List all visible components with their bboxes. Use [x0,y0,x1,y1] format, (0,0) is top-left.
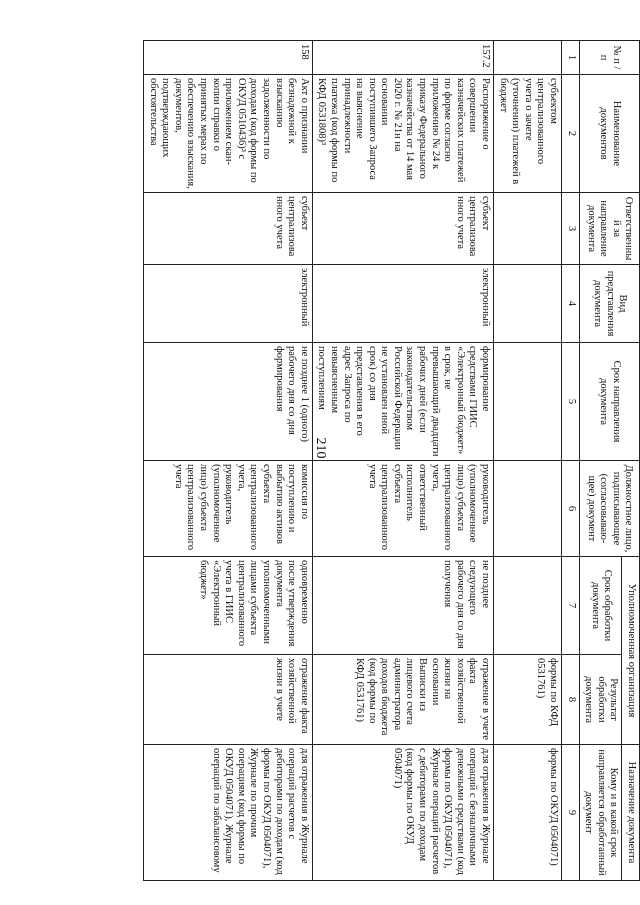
header-assignment: Назначение документа [622,745,640,881]
column-number: 3 [562,193,580,265]
document-table-container [100,40,640,880]
document-name-cell: субъектом централизованного учета о зачете (уточнении) платежей в бюджет [494,75,562,193]
responsible-cell: субъект централизованного учета [312,193,493,265]
table-row [494,41,562,881]
column-number: 1 [562,41,580,75]
header-deadline: Срок направления документа [579,343,639,461]
processing-time-cell [494,557,562,655]
row-number [494,41,562,75]
row-number: 158 [144,41,313,75]
column-number: 2 [562,75,580,193]
result-cell: отражение факта хозяйственной жизни в учете [144,655,313,745]
table-row [144,41,313,881]
deadline-cell: не позднее 1 (одного) рабочего дня со дня формирования [144,343,313,461]
result-cell: отражение в учете факта хозяйственной жизни на основании Выписки из лицевого счета администратора доходов бюджета (код формы по КФД 0531761) [312,655,493,745]
column-number-row [562,41,580,881]
header-processing-time: Срок обработки документа [579,557,622,655]
recipient-cell: для отражения в Журнале операций расчетов с дебиторами по доходам (код формы по ОКУД 0504071), Журнале по прочим операциям (код формы по ОКУД 0504071), Журнале операций по забалансовому [144,745,313,881]
header-responsible: Ответственный за направление документа [579,193,639,265]
deadline-cell [494,343,562,461]
table-row [312,41,493,881]
deadline-cell: формирование средствами ГИИС «Электронный бюджет» в срок, не превышающий двадцати рабочих дней (если законодательством Российской Федерации не установлен иной срок) со дня представления в его адрес Запроса по невыясненным поступлениям [312,343,493,461]
responsible-cell [494,193,562,265]
header-official: Должностное лицо, подписывающее (согласовываю-щее) документ [579,461,639,557]
header-document-name: Наименование документов [579,75,639,193]
column-number: 8 [562,655,580,745]
document-table [143,40,640,881]
form-cell [494,265,562,343]
official-cell: руководитель (уполномоченное лицо) субъекта централизованного учета, ответственный исполнитель субъекта централизованного учета [312,461,493,557]
header-group-authorized-org: Уполномоченная организация [622,557,640,745]
document-name-cell: Акт о признании безнадежной к взысканию задолженности по доходам (код формы по ОКУД 0510436)³ с приложением скан-копии справки о принятых мерах по обеспечению взыскания, документов, подтверждающих обстоятельства [144,75,313,193]
column-number: 4 [562,265,580,343]
result-cell: формы по КФД 0531761) [494,655,562,745]
page-number: 210 [313,437,328,459]
header-recipient: Кому и в какой срок направляется обработанный документ [579,745,622,881]
row-number: 157.2 [312,41,493,75]
processing-time-cell: одновременно после утверждения документа уполномоченными лицами субъекта централизованного учета в ГИИС «Электронный бюджет» [144,557,313,655]
header-number: № п / п [579,41,639,75]
column-number: 7 [562,557,580,655]
header-result: Результат обработки документа [579,655,622,745]
official-cell [494,461,562,557]
recipient-cell: для отражения в Журнале операций с безналичными денежными средствами (код формы по ОКУД 0504071), Журнале операций расчетов с дебиторами по доходам (код формы по ОКУД 0504071) [312,745,493,881]
column-number: 9 [562,745,580,881]
form-cell: электронный [144,265,313,343]
header-form: Вид представления документа [579,265,639,343]
responsible-cell: субъект централизованного учета [144,193,313,265]
document-name-cell: Распоряжение о совершении казначейских платежей по форме согласно приложению № 24 к приказу Федерального казначейства от 14 мая 2020 г. № 21н на основании поступившего Запроса на выяснение принадлежности платежа (код формы по КФД 0531808)³ [312,75,493,193]
official-cell: комиссия по поступлению и выбытию активов субъекта централизованного учета, руководитель (уполномоченное лицо) субъекта централизованного учета [144,461,313,557]
column-number: 6 [562,461,580,557]
processing-time-cell: не позднее следующего рабочего дня со дня получения [312,557,493,655]
recipient-cell: формы по ОКУД 0504071) [494,745,562,881]
column-number: 5 [562,343,580,461]
form-cell: электронный [312,265,493,343]
